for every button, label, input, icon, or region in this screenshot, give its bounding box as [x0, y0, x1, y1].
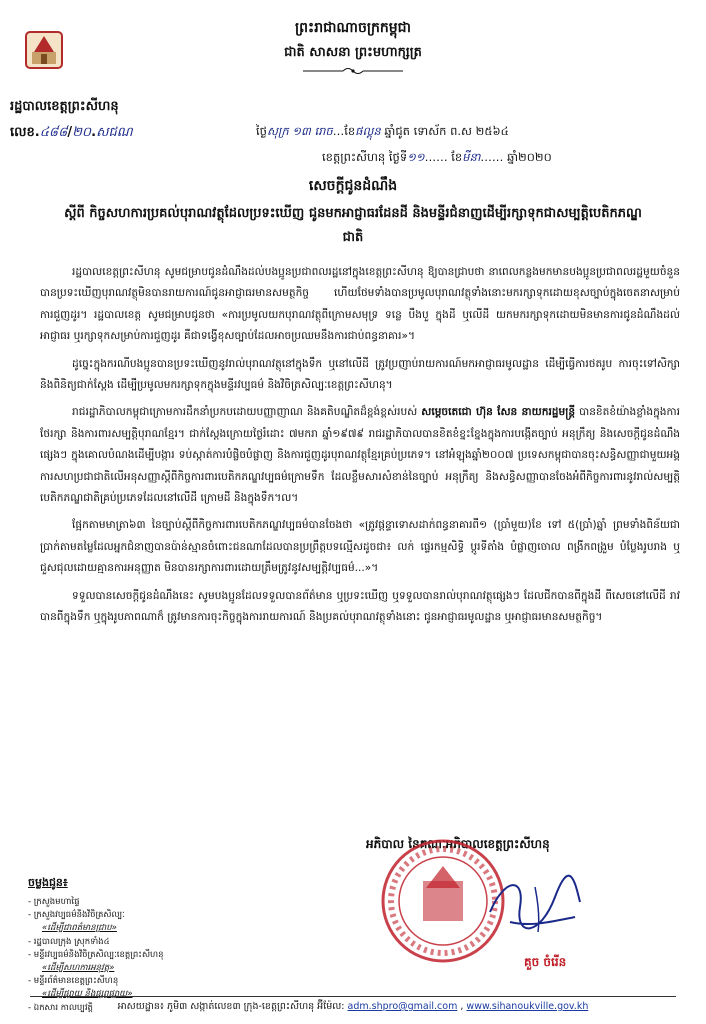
- list-item: - ក្រសួងមហាផ្ទៃ: [28, 897, 80, 907]
- prime-minister-name: សម្តេចតេជោ ហ៊ុន សែន នាយករដ្ឋមន្ត្រី: [421, 406, 576, 419]
- reference-number: លេខ.៤៨៨/២០.សជណ: [10, 125, 133, 140]
- footer-divider: [30, 996, 676, 997]
- signatory-name: គួច ចំរើន: [524, 955, 567, 969]
- email-link[interactable]: adm.shpro@gmail.com: [347, 1001, 458, 1012]
- solar-day: ១១: [407, 150, 425, 164]
- issuing-authority: រដ្ឋបាលខេត្តព្រះសីហនុ: [10, 99, 119, 114]
- document-title: សេចក្តីជូនដំណឹង: [308, 178, 398, 194]
- solar-month: មីនា: [462, 150, 481, 164]
- kingdom-heading: ព្រះរាជាណាចក្រកម្ពុជា: [294, 20, 411, 36]
- solar-date: ខេត្តព្រះសីហនុ ថ្ងៃទី១១…… ខែមីនា…… ឆ្នាំ២០២០: [322, 150, 552, 164]
- body-paragraph-5: ទទួលបានសេចក្តីជូនដំណឹងនេះ សូមបងប្អូនដែលទទួលបានព័ត៌មាន ឬប្រទះឃើញ ឬទទួលបានរាល់បុរាណវត្ថុផ្សេងៗ ដែលជីកបានពីក្នុងដី ពីសេចនៅលើដី រាវបានពីក្នុងទឹក ឬក្នុងរូបភាពណាក៏ ត្រូវមានការចុះកិច្ចក្នុងការរាយការណ៍ និងប្រគល់បុរាណវត្ថុទាំងនោះ ជូនអាជ្ញាធរមូលដ្ឋាន ឬអាជ្ញាធរមានសមត្ថកិច្ច។: [40, 589, 680, 624]
- footer-address: អាសយដ្ឋាន៖ ភូមិ៣ សង្កាត់លេខ៣ ក្រុង-ខេត្តព្រះសីហនុ អ៊ីម៉ែល: adm.shpro@gmail.com , www.sihanoukville.gov.kh: [117, 1001, 589, 1012]
- copy-to-title: ចម្លងជូន៖: [28, 876, 68, 889]
- body-paragraph-2: ដូច្នេះក្នុងករណីបងប្អូនបានប្រទះឃើញនូវរាល់បុរាណវត្ថុនៅក្នុងទឹក ឬនៅលើដី ត្រូវប្រញាប់រាយការណ៍មកអាជ្ញាធរមូលដ្ឋាន ដើម្បីធ្វើការថតរូប ការចុះទៅសិក្សា និងពិនិត្យជាក់ស្តែង ដើម្បីប្រមូលមករក្សាទុកក្នុងមន្ទីរវប្បធម៌ និងវិចិត្រសិល្បៈខេត្តព្រះសីហនុ។: [40, 357, 680, 392]
- lunar-month: ផល្គុន: [355, 124, 381, 138]
- lunar-day: សុក្រ ១៣ រោច: [266, 124, 333, 138]
- ref-number: ៤៨៨: [39, 125, 68, 140]
- ref-suffix: សជណ: [96, 125, 133, 140]
- lunar-date: ថ្ងៃសុក្រ ១៣ រោច…ខែផល្គុន ឆ្នាំជូត ទោស័ក ព.ស ២៥៦៤: [256, 124, 509, 138]
- ref-prefix: លេខ: [10, 125, 35, 140]
- signatory-title: អភិបាល នៃគណៈអភិបាលខេត្តព្រះសីហនុ: [366, 837, 550, 851]
- body-paragraph-3: រាជរដ្ឋាភិបាលកម្ពុជាក្រោមការដឹកនាំប្រកបដោយបញ្ញាញាណ និងគតិបណ្ឌិតដ៏ខ្ពង់ខ្ពស់របស់ សម្តេចតេជោ ហ៊ុន សែន នាយករដ្ឋមន្ត្រី បានខិតខំយ៉ាងខ្លាំងក្នុងការថែរក្សា និងការពារសម្បត្តិបុរាណខ្មែរ។ ជាក់ស្តែងក្រោយថ្ងៃរំដោះ ៧មករា ឆ្នាំ១៩៧៩ រាជរដ្ឋាភិបាលបានខិតខំខ្នះខ្នែងក្នុងការបង្កើតច្បាប់ អនុក្រឹត្យ និងសេចក្តីជូនដំណឹងផ្សេងៗ ក្នុងគោលបំណងដើម្បីបង្ការ ទប់ស្កាត់ការបំផ្លិចបំផ្លាញ និងការជួញដូរបុរាណវត្ថុខ្មែរគ្រប់ប្រភេទ។ នៅអំឡុងឆ្នាំ២០០៧ ប្រទេសកម្ពុជាបានចុះសន្ធិសញ្ញាជាមួយអង្គការសហប្រជាជាតិលើអនុសញ្ញាស្តីពីកិច្ចការពារបេតិកភណ្ឌវប្បធម៌ក្រោមទឹក ដែលខ្លឹមសារសំខាន់នៃច្បាប់ អនុក្រឹត្យ និងសន្ធិសញ្ញាបានចែងអំពីកិច្ចការពារនូវរាល់សម្បត្តិបេតិកភណ្ឌជាតិគ្រប់ប្រភេទដែលនៅលើដី ក្រោមដី និងក្នុងទឹក។ល។: [40, 406, 680, 505]
- list-item: «ដើម្បីជាពត៌មានជ្រាប»: [42, 923, 117, 934]
- document-subject: ស្តីពី កិច្ចសហការប្រគល់បុរាណវត្ថុដែលប្រទះឃើញ ជូនមកអាជ្ញាធរដែនដី និងមន្ទីរជំនាញដើម្បីរក្សាទុកជាសម្បត្តិបេតិកភណ្ឌជាតិ: [64, 206, 642, 245]
- body-paragraph-1: រដ្ឋបាលខេត្តព្រះសីហនុ សូមជម្រាបជូនដំណឹងដល់បងប្អូនប្រជាពលរដ្ឋនៅក្នុងខេត្តព្រះសីហនុ ឱ្យបានជ្រាបថា នាពេលកន្លងមកមានបងប្អូនប្រជាពលរដ្ឋមួយចំនួនបានប្រទះឃើញបុរាណវត្ថុមិនបានរាយការណ៍ជូនអាជ្ញាធរមានសមត្ថកិច្ច ហើយថែមទាំងបានប្រមូលបុរាណវត្ថុទាំងនោះមករក្សាទុកដោយខុសច្បាប់ក្នុងចេតនាសម្រាប់ការជួញដូរ។ រដ្ឋបាលខេត្ត សូមជម្រាបជូនថា «ការប្រមូលយកបុរាណវត្ថុពីក្រោមសមុទ្រ ទន្លេ បឹងបួ ក្នុងដី ឬលើដី យកមករក្សាទុកដោយមិនមានការជូនដំណឹងដល់អាជ្ញាធរ ឬរក្សាទុកសម្រាប់ការជួញដូរ គឺជាទង្វើខុសច្បាប់ដែលអាចប្រឈមនឹងការជាប់ពន្ធនាគារ»។: [40, 266, 680, 343]
- list-item: - មន្ទីរវប្បធម៌និងវិចិត្រសិល្បៈខេត្តព្រះសីហនុ: [28, 949, 164, 960]
- website-link[interactable]: www.sihanoukville.gov.kh: [466, 1001, 589, 1012]
- list-item: «ដើម្បីផ្សាយ និងផ្សព្វផ្សាយ»: [42, 989, 133, 1000]
- list-item: - មន្ទីរព័ត៌មានខេត្តព្រះសីហនុ: [28, 976, 119, 987]
- list-item: - ឯកសារ កាលប្បវត្តិ: [28, 1002, 93, 1013]
- list-item: - ក្រសួងវប្បធម៌និងវិចិត្រសិល្បៈ: [28, 910, 125, 921]
- handwritten-signature-icon: [480, 872, 590, 942]
- national-motto: ជាតិ សាសនា ព្រះមហាក្សត្រ: [284, 45, 422, 60]
- list-item: - រដ្ឋបាលក្រុង ស្រុកទាំង៤: [28, 936, 110, 947]
- ref-year: ២០: [72, 125, 92, 140]
- list-item: «ដើម្បីសហការអនុវត្ត»: [42, 963, 115, 974]
- copy-to-list: [28, 896, 228, 1015]
- letter-body: [40, 262, 680, 635]
- ornament-divider-icon: [303, 66, 403, 76]
- body-paragraph-4: ផ្អែកតាមមាត្រា៦៣ នៃច្បាប់ស្តីពីកិច្ចការពារបេតិកភណ្ឌវប្បធម៌បានចែងថា «ត្រូវផ្តន្ទាទោសដាក់ពន្ធនាគារពី១ (ប្រាំមួយ)ខែ ទៅ ៥(ប្រាំ)ឆ្នាំ ព្រមទាំងពិន័យជាប្រាក់តាមតម្លៃដែលអ្នកជំនាញបានប៉ាន់ស្មានចំពោះជនណាដែលបានប្រព្រឹត្តបទល្មើសដូចជា៖ លក់ ផ្ទេរកម្មសិទ្ធិ ប្តូរទីតាំង បំផ្លាញចោល ពង្រីកពង្រួម បំប្លែងរូបរាង ឬជួសជុលដោយគ្មានការអនុញ្ញាត មិនបានរក្សាការពារដោយត្រឹមត្រូវនូវសម្បត្តិវប្បធម៌...»។: [40, 519, 680, 575]
